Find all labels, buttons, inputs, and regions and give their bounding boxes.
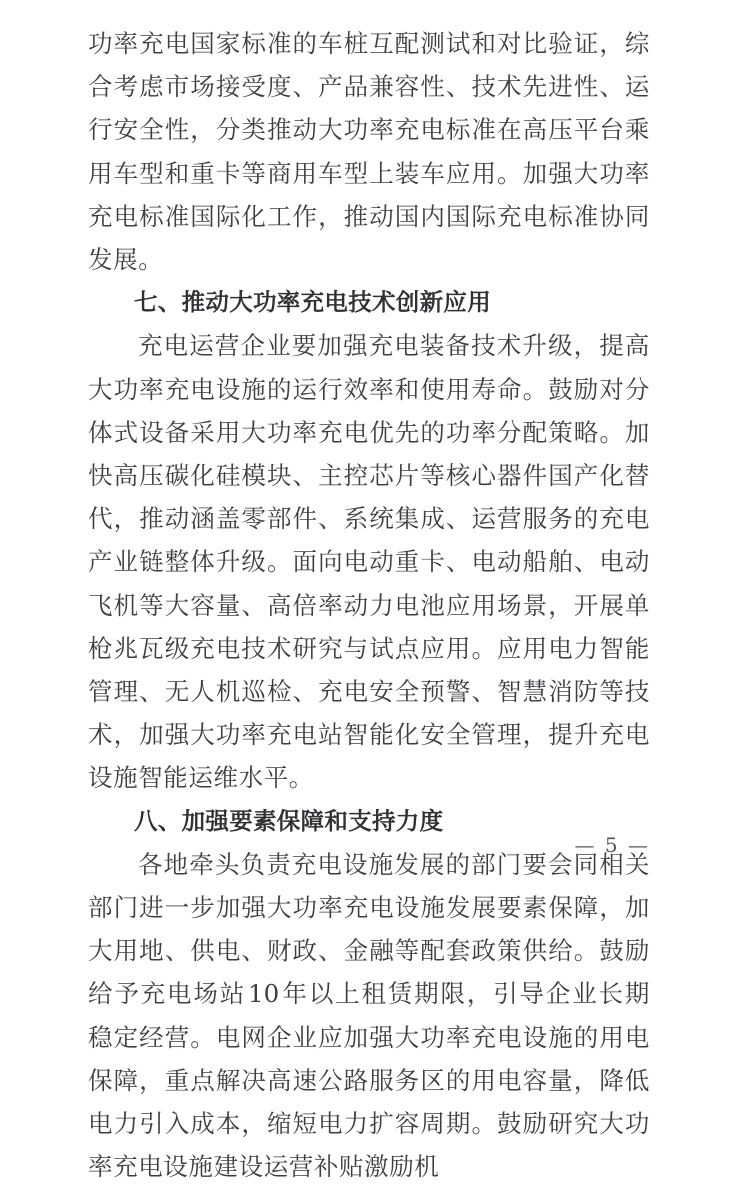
- paragraph-section-eight: [88, 843, 650, 1188]
- paragraph-section-eight-text-before-number: 各地牵头负责充电设施发展的部门要会同相关部门进一步加强大功率充电设施发展要素保障，加大用地、供电、财政、金融等配套政策供给。鼓励给予充电场站: [88, 849, 650, 1009]
- section-heading-eight: 八、加强要素保障和支持力度: [134, 806, 444, 835]
- paragraph-continued-top: 功率充电国家标准的车桩互配测试和对比验证，综合考虑市场接受度、产品兼容性、技术先进性、运行安全性，分类推动大功率充电标准在高压平台乘用车型和重卡等商用车型上装车应用。加强大功率充电标准国际化工作，推动国内国际充电标准协同发展。: [88, 29, 650, 275]
- paragraph-section-eight-text-after-number: 年以上租赁期限，引导企业长期稳定经营。电网企业应加强大功率充电设施的用电保障，重点解决高速公路服务区的用电容量，降低电力引入成本，缩短电力扩容周期。鼓励研究大功率充电设施建设运营补贴激励机: [88, 979, 650, 1182]
- page-number-footer: — 5 —: [574, 833, 650, 857]
- lease-term-years-number: 10: [248, 979, 280, 1009]
- section-heading-seven: 七、推动大功率充电技术创新应用: [134, 288, 491, 317]
- paragraph-section-seven: 充电运营企业要加强充电装备技术升级，提高大功率充电设施的运行效率和使用寿命。鼓励对分体式设备采用大功率充电优先的功率分配策略。加快高压碳化硅模块、主控芯片等核心器件国产化替代，推动涵盖零部件、系统集成、运营服务的充电产业链整体升级。面向电动重卡、电动船舶、电动飞机等大容量、高倍率动力电池应用场景，开展单枪兆瓦级充电技术研究与试点应用。应用电力智能管理、无人机巡检、充电安全预警、智慧消防等技术，加强大功率充电站智能化安全管理，提升充电设施智能运维水平。: [88, 331, 650, 793]
- page-content-area: [88, 22, 650, 1188]
